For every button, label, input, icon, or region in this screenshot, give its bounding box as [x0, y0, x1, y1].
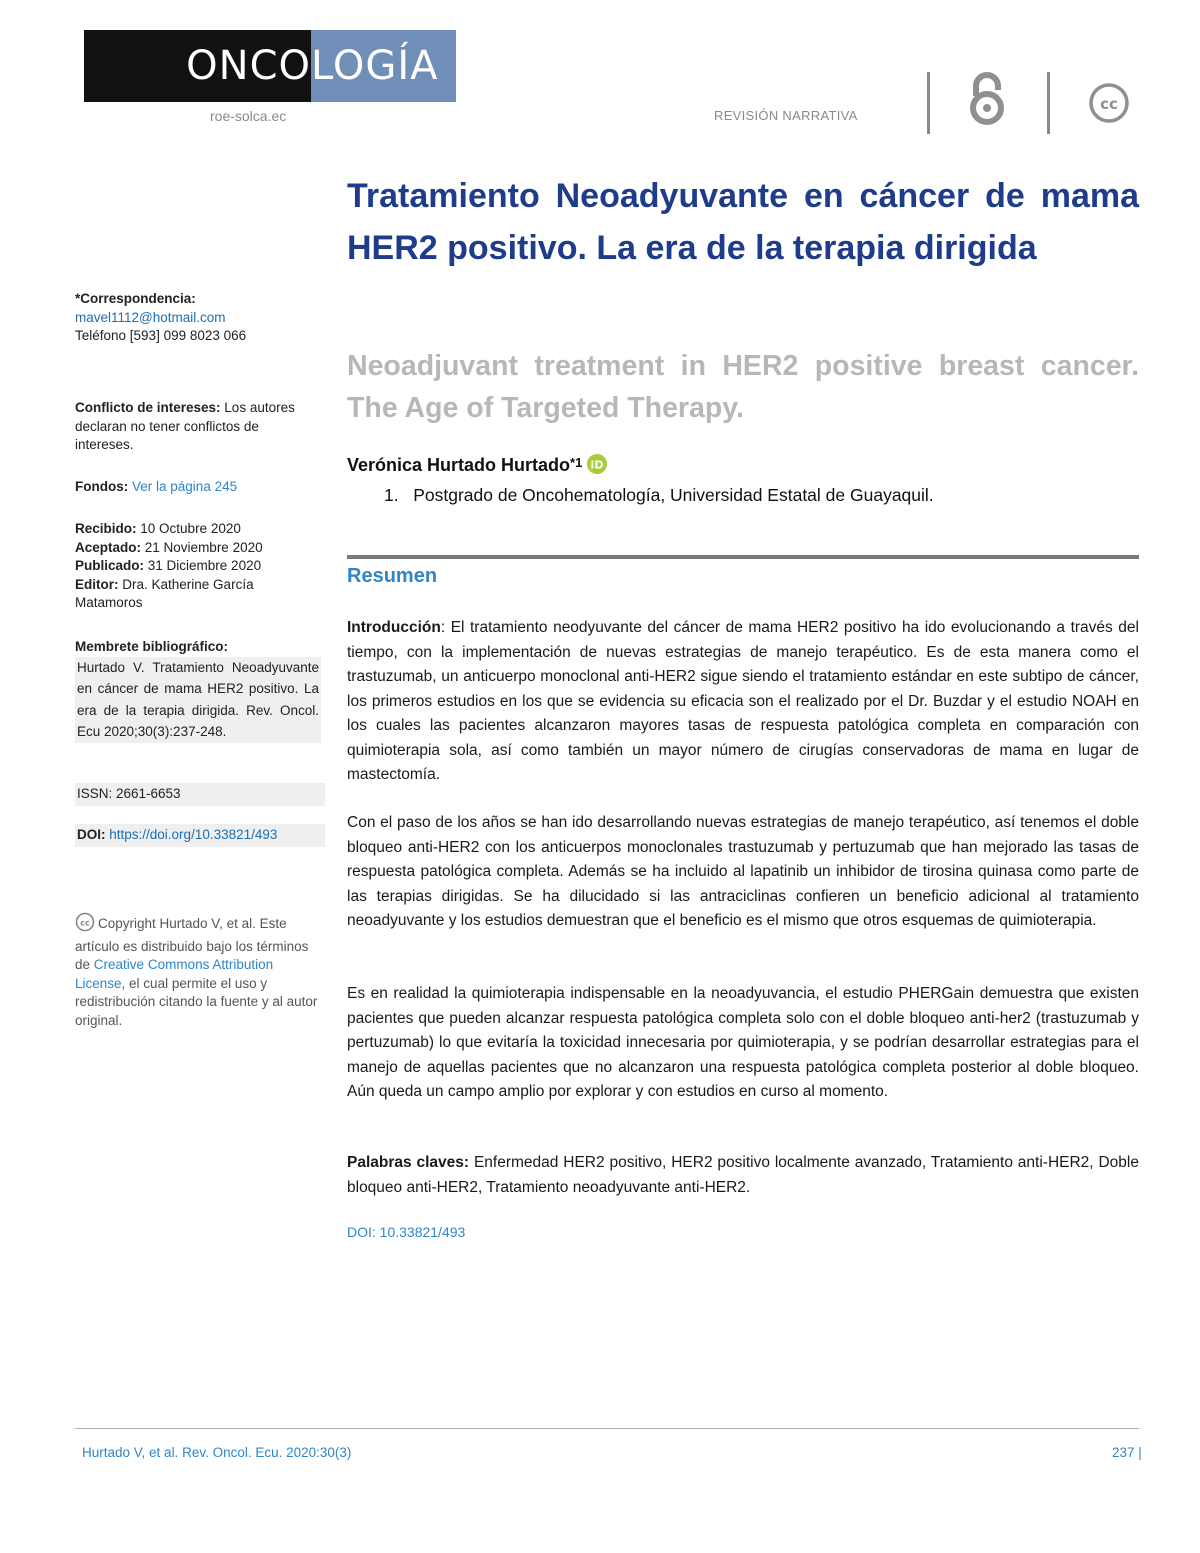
accepted-date: 21 Noviembre 2020 — [144, 539, 263, 555]
cc-license-link[interactable]: Creative Commons Attribution License — [75, 957, 274, 991]
author-name: Verónica Hurtado Hurtado — [347, 455, 571, 475]
copyright-text-end: , el cual permite el uso y redistribución citando la fuente y al autor original. — [75, 975, 318, 1028]
conflict-block — [75, 399, 321, 455]
copyright-cc-icon — [75, 912, 95, 938]
article-doi[interactable]: DOI: 10.33821/493 — [347, 1224, 466, 1240]
keywords-label: Palabras claves: — [347, 1154, 470, 1171]
email-link[interactable]: mavel1112@hotmail.com — [75, 309, 226, 325]
copyright-text: Copyright Hurtado V, et al. Este artículo es distribuido bajo los términos de — [75, 916, 309, 972]
keywords-text: Enfermedad HER2 positivo, HER2 positivo localmente avanzado, Tratamiento anti-HER2, Doble bloqueo anti-HER2, Tratamiento neoadyuvante anti-HER2. — [347, 1154, 1139, 1196]
abstract-heading: Resumen — [347, 565, 438, 587]
copyright-block — [75, 912, 321, 1030]
svg-text:iD: iD — [590, 458, 604, 472]
affiliation — [384, 485, 934, 506]
abstract-paragraph-3: Es en realidad la quimioterapia indispensable en la neoadyuvancia, el estudio PHERGain demuestra que existen pacientes que pueden alcanzar respuesta patológica completa solo con el doble bloqueo anti-her2 (trastuzumab y pertuzumab) lo que evitaría la toxicidad innecesaria por quimioterapia, y se podrían desarrollar estrategias para el manejo de aquellas pacientes que no alcanzaron una respuesta patológica completa posterior al doble bloqueo. Aún queda un campo amplio por explorar y con estudios en curso al momento. — [347, 985, 1139, 1100]
citation-text: Hurtado V. Tratamiento Neoadyuvante en cáncer de mama HER2 positivo. La era de la terapia dirigida. Rev. Oncol. Ecu 2020;30(3):237-248. — [75, 657, 321, 743]
correspondence-block — [75, 290, 321, 346]
citation-label: Membrete bibliográfico: — [75, 639, 229, 654]
funds-link[interactable]: Ver la página 245 — [132, 479, 238, 494]
svg-text:cc: cc — [80, 918, 90, 928]
abstract-paragraph-2: Con el paso de los años se han ido desarrollando nuevas estrategias de manejo terapéutico, así tenemos el doble bloqueo anti-HER2 con los anticuerpos monoclonales trastuzumab y pertuzumab que han mejorado las tasas de respuesta patológica completa. Además se ha incluido al lapatinib un inhibidor de tirosina quinasa como parte de las terapias dirigidas. Se ha dilucidado si las antraciclinas confieren un beneficio adicional al tratamiento neoadyuvante y los estudios demuestran que el beneficio es el mismo que otros esquemas de quimioterapia. — [347, 814, 1139, 929]
intro-label: Introducción — [347, 619, 441, 636]
received-date: 10 Octubre 2020 — [140, 521, 241, 536]
article-title: Tratamiento Neoadyuvante en cáncer de mama HER2 positivo. La era de la terapia dirigida — [347, 177, 1139, 267]
accepted-label: Aceptado: — [75, 539, 142, 555]
open-access-icon — [962, 70, 1012, 126]
doi-link[interactable]: https://doi.org/10.33821/493 — [109, 827, 278, 842]
article-type-label: REVISIÓN NARRATIVA — [714, 108, 858, 123]
header-divider — [927, 72, 930, 134]
intro-text: : El tratamiento neodyuvante del cáncer de mama HER2 positivo ha ido evolucionando a través del tiempo, con la implementación de nuevas estrategias de manejo terapéutico. Es de esta manera como el trastuzumab, un anticuerpo monoclonal anti-HER2 sigue siendo el tratamiento estándar en este subtipo de cáncer, los primeros estudios en los que se evidencia su eficacia son el realizado por el Dr. Buzdar y el estudio NOAH en los cuales las pacientes alcanzaron mayores tasas de respuesta patológica completa en comparación con quimioterapia sola, así como también un mayor número de cirugías conservadoras de mama en lugar de mastectomía. — [347, 619, 1139, 783]
published-date: 31 Diciembre 2020 — [147, 558, 262, 573]
conflict-label: Conflicto de intereses: — [75, 400, 221, 415]
affiliation-text: Postgrado de Oncohematología, Universidad Estatal de Guayaquil. — [413, 485, 934, 505]
logo-part-light: LOGÍA — [311, 30, 456, 102]
issn: ISSN: 2661-6653 — [75, 783, 325, 806]
footer-rule — [75, 1428, 1139, 1429]
orcid-icon[interactable] — [587, 454, 607, 479]
citation-block — [75, 638, 321, 743]
dates-block — [75, 520, 321, 613]
editor-name: Dra. Katherine García Matamoros — [75, 576, 254, 610]
section-rule — [347, 555, 1139, 559]
conflict-text: Los autores declaran no tener conflictos de intereses. — [75, 400, 295, 452]
keywords — [347, 1151, 1139, 1200]
funds-label: Fondos: — [75, 479, 129, 494]
journal-logo — [84, 30, 456, 102]
site-url[interactable]: roe-solca.ec — [210, 108, 287, 124]
header-divider-2 — [1047, 72, 1050, 134]
creative-commons-icon — [1088, 82, 1130, 124]
funds-block — [75, 478, 321, 497]
published-label: Publicado: — [75, 558, 145, 573]
footer-citation: Hurtado V, et al. Rev. Oncol. Ecu. 2020:30(3) — [82, 1445, 352, 1460]
abstract-intro — [347, 616, 1139, 788]
editor-label: Editor: — [75, 576, 119, 592]
phone: Teléfono [593] 099 8023 066 — [75, 328, 247, 343]
author-mark: *1 — [570, 455, 583, 470]
doi-label: DOI: — [77, 827, 106, 842]
svg-text:cc: cc — [1100, 95, 1118, 113]
article-subtitle: Neoadjuvant treatment in HER2 positive breast cancer. The Age of Targeted Therapy. — [347, 350, 1139, 424]
logo-part-dark: ONCO — [84, 30, 311, 102]
author-line — [347, 454, 607, 479]
affiliation-number: 1. — [384, 485, 399, 505]
correspondence-label: *Correspondencia: — [75, 291, 196, 306]
received-label: Recibido: — [75, 521, 137, 536]
page-number: 237 | — [1112, 1445, 1142, 1460]
doi-block — [75, 824, 325, 847]
